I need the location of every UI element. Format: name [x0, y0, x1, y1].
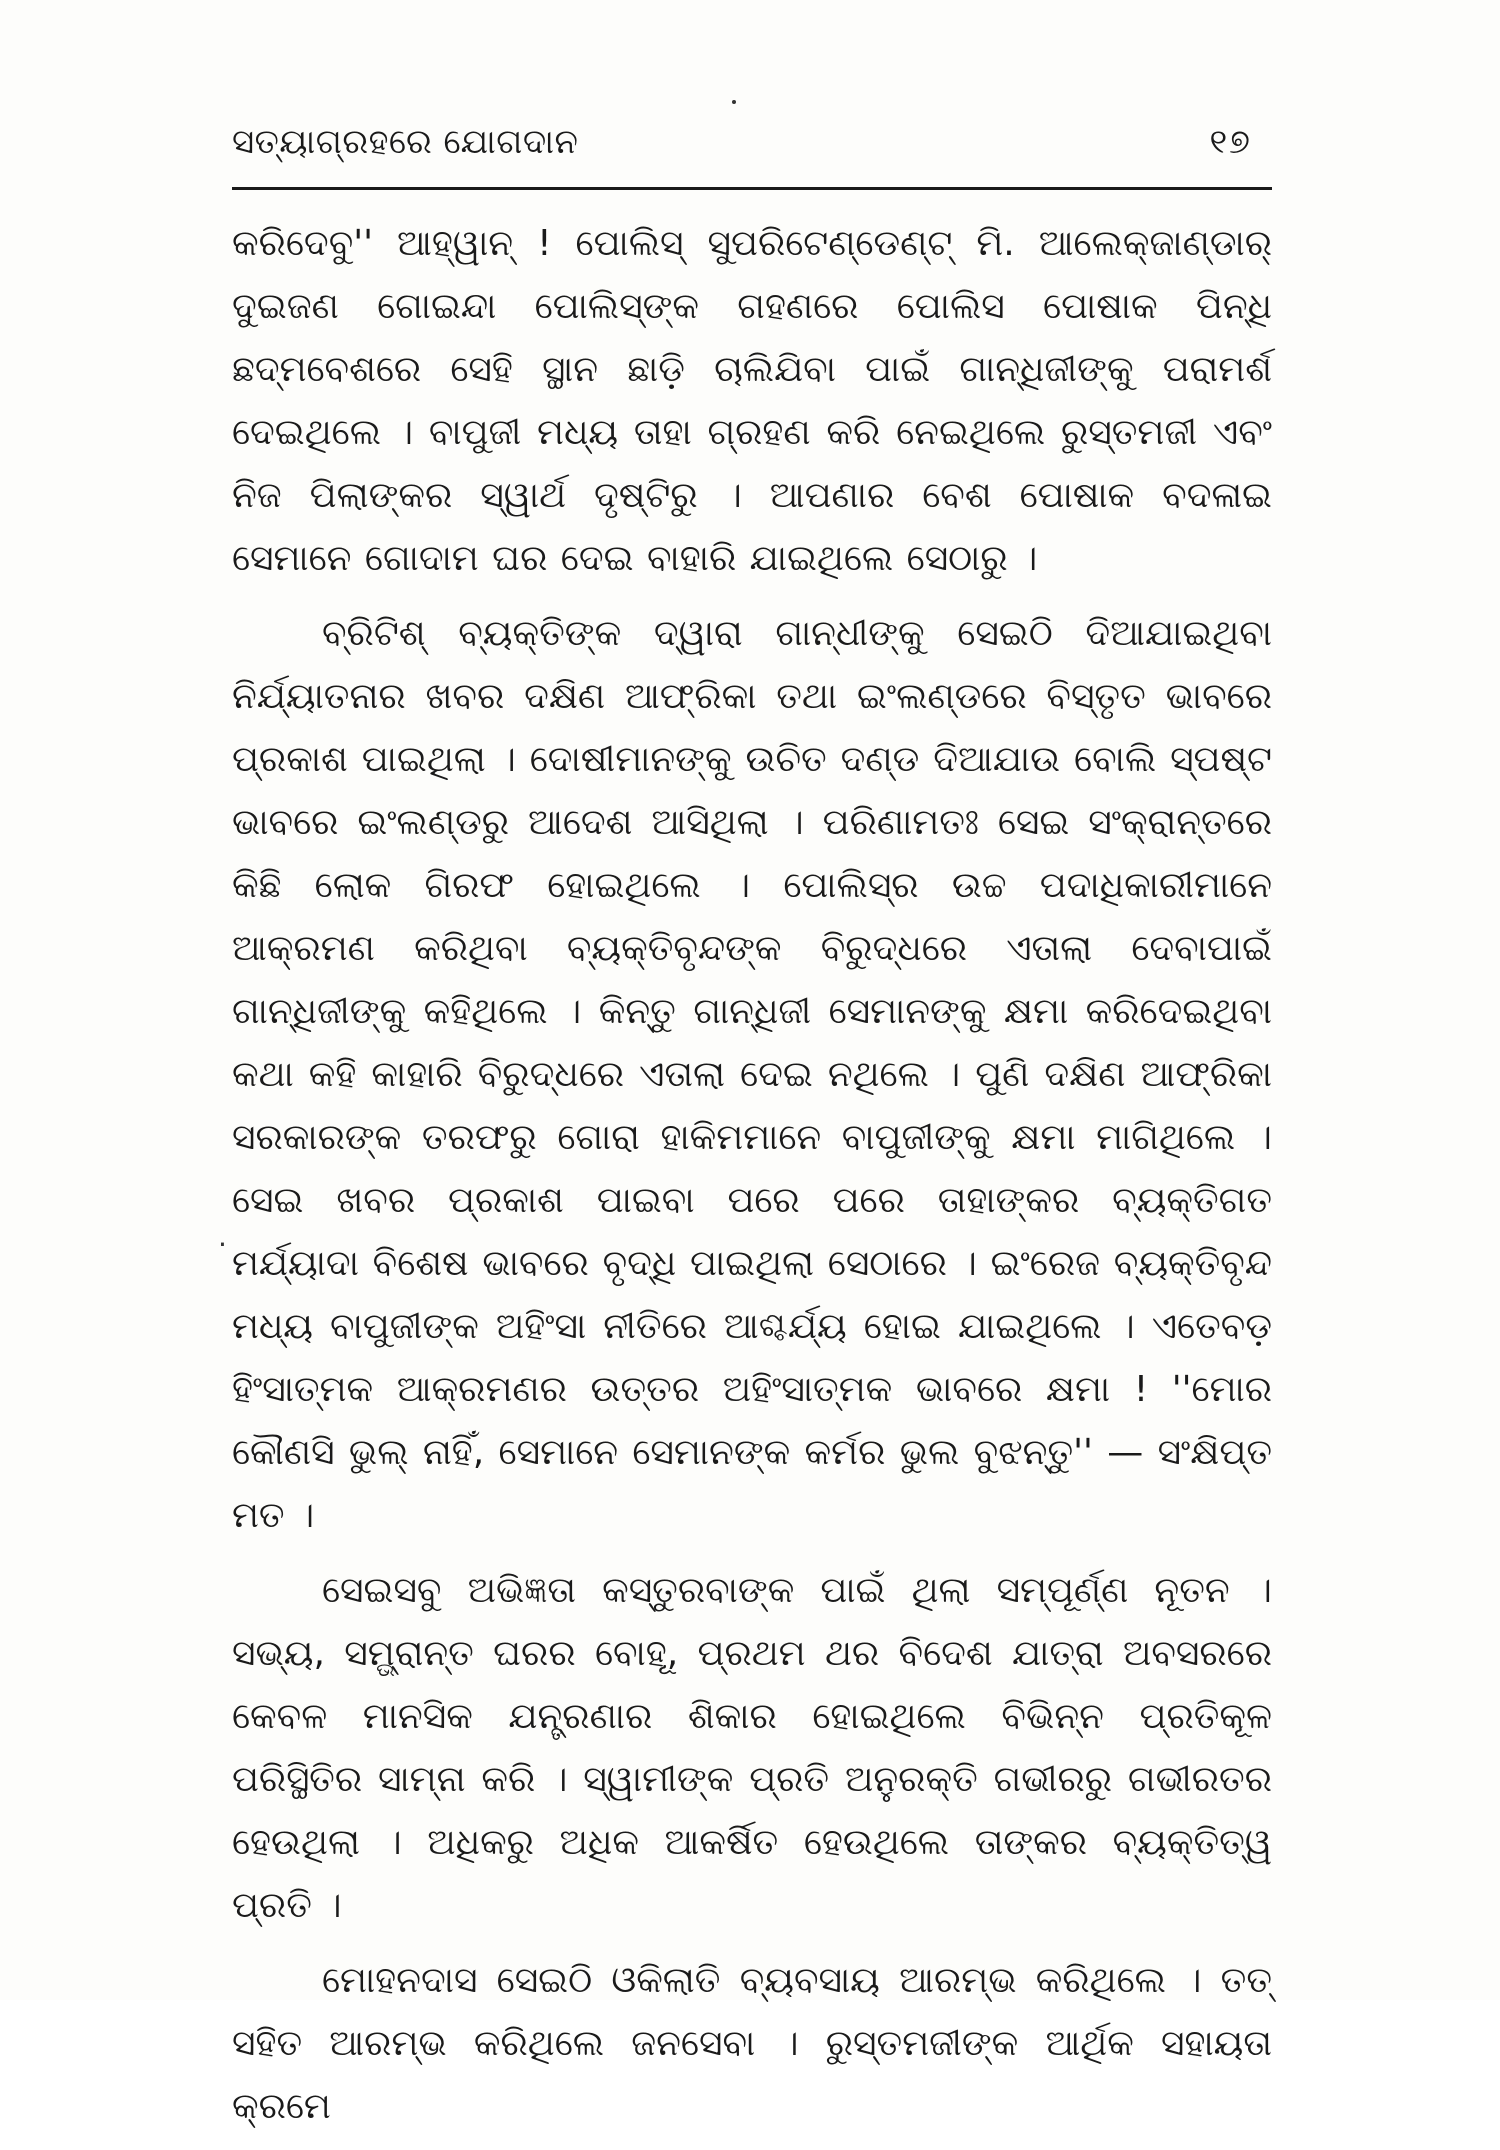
paragraph-2: ବ୍ରିଟିଶ୍ ବ୍ୟକ୍ତିଙ୍କ ଦ୍ୱାରା ଗାନ୍ଧୀଙ୍କୁ ସେଇଠି ଦିଆଯାଇଥିବା ନିର୍ଯ୍ୟାତନାର ଖବର ଦକ୍ଷିଣ ଆଫ୍ରିକା ତଥା ଇଂଲଣ୍ଡରେ ବିସ୍ତୃତ ଭାବରେ ପ୍ରକାଶ ପାଇଥିଲା । ଦୋଷୀମାନଙ୍କୁ ଉଚିତ ଦଣ୍ଡ ଦିଆଯାଉ ବୋଲି ସ୍ପଷ୍ଟ ଭାବରେ ଇଂଲଣ୍ଡରୁ ଆଦେଶ ଆସିଥିଲା । ପରିଣାମତଃ ସେଇ ସଂକ୍ରାନ୍ତରେ କିଛି ଲୋକ ଗିରଫ ହୋଇଥିଲେ । ପୋଲିସ୍‌ର ଉଚ୍ଚ ପଦାଧିକାରୀମାନେ ଆକ୍ରମଣ କରିଥିବା ବ୍ୟକ୍ତିବୃନ୍ଦଙ୍କ ବିରୁଦ୍ଧରେ ଏତାଲା ଦେବାପାଇଁ ଗାନ୍ଧିଜୀଙ୍କୁ କହିଥିଲେ । କିନ୍ତୁ ଗାନ୍ଧିଜୀ ସେମାନଙ୍କୁ କ୍ଷମା କରିଦେଇଥିବା କଥା କହି କାହାରି ବିରୁଦ୍ଧରେ ଏତାଲା ଦେଇ ନଥିଲେ । ପୁଣି ଦକ୍ଷିଣ ଆଫ୍ରିକା ସରକାରଙ୍କ ତରଫରୁ ଗୋରା ହାକିମମାନେ ବାପୁଜୀଙ୍କୁ କ୍ଷମା ମାଗିଥିଲେ । ସେଇ ଖବର ପ୍ରକାଶ ପାଇବା ପରେ ପରେ ତାହାଙ୍କର ବ୍ୟକ୍ତିଗତ ମର୍ଯ୍ୟାଦା ବିଶେଷ ଭାବରେ ବୃଦ୍ଧି ପାଇଥିଲା ସେଠାରେ । ଇଂରେଜ ବ୍ୟକ୍ତିବୃନ୍ଦ ମଧ୍ୟ ବାପୁଜୀଙ୍କ ଅହିଂସା ନୀତିରେ ଆଶ୍ଚର୍ଯ୍ୟ ହୋଇ ଯାଇଥିଲେ । ଏତେବଡ଼ ହିଂସାତ୍ମକ ଆକ୍ରମଣର ଉତ୍ତର ଅହିଂସାତ୍ମକ ଭାବରେ କ୍ଷମା ! ''ମୋର କୌଣସି ଭୁଲ୍ ନାହିଁ, ସେମାନେ ସେମାନଙ୍କ କର୍ମର ଭୁଲ ବୁଝନ୍ତୁ'' — ସଂକ୍ଷିପ୍ତ ମତ । [232, 613, 1272, 1536]
header-rule [232, 187, 1272, 190]
print-speck [732, 100, 736, 104]
paragraph-4: ମୋହନଦାସ ସେଇଠି ଓକିଲାତି ବ୍ୟବସାୟ ଆରମ୍ଭ କରିଥିଲେ । ତତ୍ ସହିତ ଆରମ୍ଭ କରିଥିଲେ ଜନସେବା । ରୁସ୍ତମଜୀଙ୍କ ଆର୍ଥିକ ସହାୟତା କ୍ରମେ [232, 1960, 1272, 2127]
page-number: ୧୭ [1209, 122, 1252, 162]
margin-dot-mark: · [218, 1228, 227, 1261]
body-text [232, 212, 1272, 2150]
running-title: ସତ୍ୟାଗ୍ରହରେ ଯୋଗଦାନ [232, 122, 579, 162]
paragraph-1: କରିଦେବୁ'' ଆହ୍ୱାନ୍ ! ପୋଲିସ୍ ସୁପରିଟେଣ୍ଡେଣ୍ଟ୍ ମି. ଆଲେକ୍‌ଜାଣ୍ଡାର୍ ଦୁଇଜଣ ଗୋଇନ୍ଦା ପୋଲିସ୍‌ଙ୍କ ଗହଣରେ ପୋଲିସ ପୋଷାକ ପିନ୍ଧି ଛଦ୍ମବେଶରେ ସେହି ସ୍ଥାନ ଛାଡ଼ି ଚାଲିଯିବା ପାଇଁ ଗାନ୍ଧିଜୀଙ୍କୁ ପରାମର୍ଶ ଦେଇଥିଲେ । ବାପୁଜୀ ମଧ୍ୟ ତାହା ଗ୍ରହଣ କରି ନେଇଥିଲେ ରୁସ୍ତମଜୀ ଏବଂ ନିଜ ପିଲାଙ୍କର ସ୍ୱାର୍ଥ ଦୃଷ୍ଟିରୁ । ଆପଣାର ବେଶ ପୋଷାକ ବଦଳାଇ ସେମାନେ ଗୋଦାମ ଘର ଦେଇ ବାହାରି ଯାଇଥିଲେ ସେଠାରୁ । [232, 223, 1272, 579]
paragraph-3: ସେଇସବୁ ଅଭିଜ୍ଞତା କସ୍ତୁରବାଙ୍କ ପାଇଁ ଥିଲା ସମ୍ପୂର୍ଣ୍ଣ ନୂତନ । ସଭ୍ୟ, ସମ୍ଭ୍ରାନ୍ତ ଘରର ବୋହୂ, ପ୍ରଥମ ଥର ବିଦେଶ ଯାତ୍ରା ଅବସରରେ କେବଳ ମାନସିକ ଯନ୍ତ୍ରଣାର ଶିକାର ହୋଇଥିଲେ ବିଭିନ୍ନ ପ୍ରତିକୂଳ ପରିସ୍ଥିତିର ସାମ୍ନା କରି । ସ୍ୱାମୀଙ୍କ ପ୍ରତି ଅନୁରକ୍ତି ଗଭୀରରୁ ଗଭୀରତର ହେଉଥିଲା । ଅଧିକରୁ ଅଧିକ ଆକର୍ଷିତ ହେଉଥିଲେ ତାଙ୍କର ବ୍ୟକ୍ତିତ୍ୱ ପ୍ରତି । [232, 1570, 1272, 1926]
page-header [232, 112, 1272, 172]
